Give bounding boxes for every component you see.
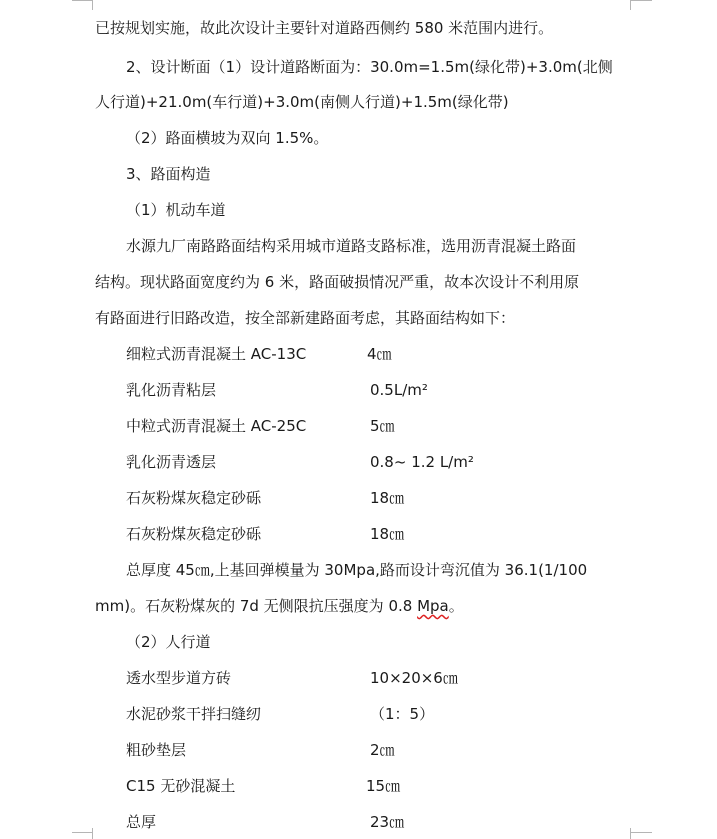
layer-value: 0.5L/m² <box>370 381 428 399</box>
layer-value: 4㎝ <box>367 345 392 363</box>
layer-label: 乳化沥青粘层 <box>126 381 217 399</box>
period-text: 。 <box>448 597 464 615</box>
unit-mpa-spellcheck: Mpa <box>417 597 449 615</box>
crop-mark-top-right-h <box>630 0 652 1</box>
layer-label: 石灰粉煤灰稳定砂砾 <box>126 525 262 543</box>
paragraph-scope: 已按规划实施，故此次设计主要针对道路西侧约 580 米范围内进行。 <box>95 19 554 37</box>
layer-label: 中粒式沥青混凝土 AC-25C <box>126 417 307 435</box>
sidewalk-layer-label: 粗砂垫层 <box>126 741 187 759</box>
paragraph-section-2-line-1: 2、设计断面（1）设计道路断面为：30.0m=1.5m(绿化带)+3.0m(北侧 <box>126 58 613 76</box>
sidewalk-layer-value: （1：5） <box>370 705 435 723</box>
sidewalk-layer-label: 透水型步道方砖 <box>126 669 232 687</box>
crop-mark-top-left-v <box>92 0 93 10</box>
layer-value: 0.8~ 1.2 L/m² <box>370 453 474 471</box>
heading-motor-lane: （1）机动车道 <box>126 201 226 219</box>
sidewalk-layer-label: C15 无砂混凝土 <box>126 777 236 795</box>
layer-label: 细粒式沥青混凝土 AC-13C <box>126 345 307 363</box>
paragraph-cross-slope: （2）路面横坡为双向 1.5%。 <box>126 129 329 147</box>
crop-mark-bottom-right-v <box>630 828 631 839</box>
crop-mark-bottom-right-h <box>630 832 652 833</box>
paragraph-total-thickness-line-1: 总厚度 45㎝,上基回弹模量为 30Mpa,路而设计弯沉值为 36.1(1/100 <box>126 561 588 579</box>
layer-value: 18㎝ <box>370 525 405 543</box>
layer-value: 18㎝ <box>370 489 405 507</box>
sidewalk-total-label: 总厚 <box>126 813 157 831</box>
layer-label: 乳化沥青透层 <box>126 453 217 471</box>
layer-label: 石灰粉煤灰稳定砂砾 <box>126 489 262 507</box>
paragraph-total-thickness-line-2 <box>95 596 464 616</box>
sidewalk-layer-value: 10×20×6㎝ <box>370 669 458 687</box>
heading-sidewalk: （2）人行道 <box>126 633 211 651</box>
crop-mark-bottom-left-h <box>72 832 92 833</box>
heading-pavement-structure: 3、路面构造 <box>126 165 211 183</box>
paragraph-motor-lane-line-2: 结构。现状路面宽度约为 6 米，路面破损情况严重，故本次设计不利用原 <box>95 273 580 291</box>
sidewalk-total-value: 23㎝ <box>370 813 405 831</box>
paragraph-section-2-line-2: 人行道)+21.0m(车行道)+3.0m(南侧人行道)+1.5m(绿化带) <box>95 93 509 111</box>
crop-mark-top-left-h <box>72 0 92 1</box>
paragraph-motor-lane-line-1: 水源九厂南路路面结构采用城市道路支路标准，选用沥青混凝土路面 <box>126 237 577 255</box>
paragraph-motor-lane-line-3: 有路面进行旧路改造，按全部新建路面考虑，其路面结构如下： <box>95 309 516 327</box>
sidewalk-layer-label: 水泥砂浆干拌扫缝纫 <box>126 705 262 723</box>
crop-mark-bottom-left-v <box>92 828 93 839</box>
crop-mark-top-right-v <box>630 0 631 10</box>
layer-value: 5㎝ <box>370 417 395 435</box>
strength-text: mm)。石灰粉煤灰的 7d 无侧限抗压强度为 0.8 <box>95 597 418 615</box>
sidewalk-layer-value: 2㎝ <box>370 741 395 759</box>
sidewalk-layer-value: 15㎝ <box>366 777 401 795</box>
